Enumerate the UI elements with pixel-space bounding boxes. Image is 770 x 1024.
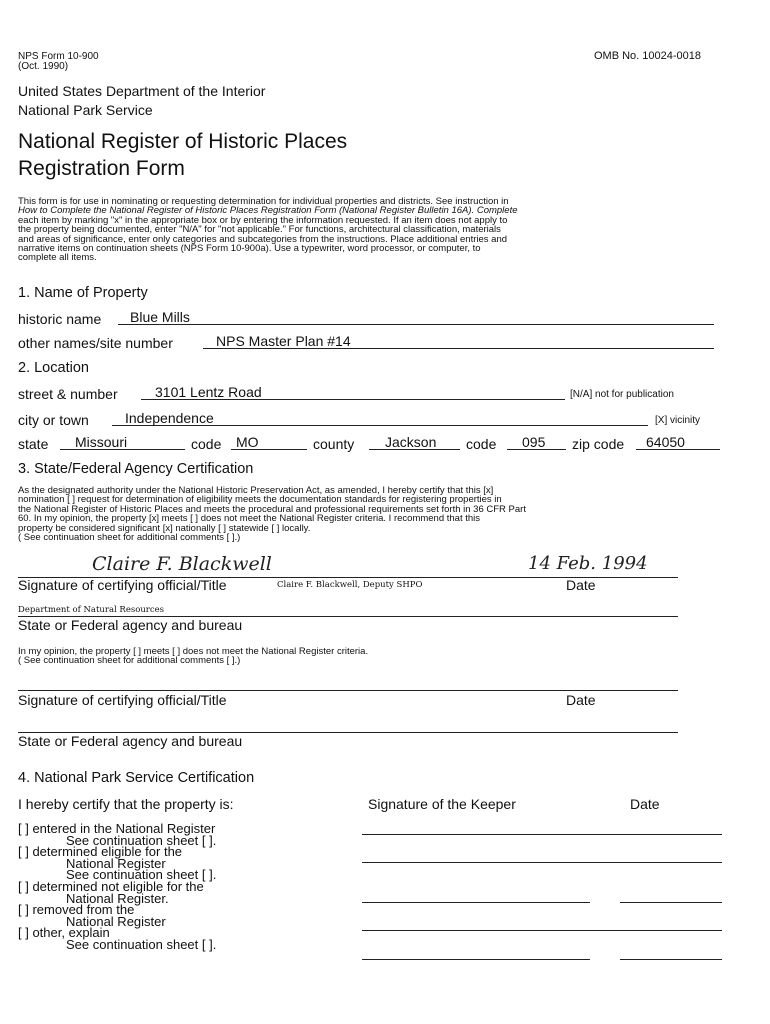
cert-line: 60. In my opinion, the property [x] meets [ ] does not meet the National Register criteria. I recommend that this — [18, 513, 481, 525]
vicinity-checkbox[interactable]: [X] vicinity — [655, 415, 701, 426]
agency2-label: State or Federal agency and bureau — [18, 733, 243, 749]
option-entered[interactable]: [ ] entered in the National Register — [18, 821, 216, 836]
section1-heading: 1. Name of Property — [18, 285, 148, 301]
handwritten-date: 14 Feb. 1994 — [528, 553, 648, 574]
opinion-line: ( See continuation sheet for additional comments [ ].) — [18, 655, 241, 667]
county-code-value[interactable]: 095 — [522, 434, 546, 450]
section4-heading: 4. National Park Service Certification — [18, 770, 255, 786]
keeper-line-not-eligible[interactable] — [362, 902, 590, 903]
signature2-label: Signature of certifying official/Title — [18, 692, 227, 708]
state-code-label: code — [191, 436, 222, 452]
agency1-typed: Department of Natural Resources — [18, 605, 165, 615]
keeper-line-other[interactable] — [362, 959, 590, 960]
city-value[interactable]: Independence — [125, 410, 214, 426]
option-other[interactable]: [ ] other, explain — [18, 925, 110, 941]
county-label: county — [313, 436, 355, 452]
date-line-other[interactable] — [620, 959, 722, 960]
instruction-line: each item by marking "x" in the appropriate box or by entering the information requested. If an item does not apply to — [18, 214, 508, 226]
cert-line: property be considered significant [x] nationally [ ] statewide [ ] locally. — [18, 522, 311, 534]
option-not-eligible[interactable]: [ ] determined not eligible for the — [18, 878, 204, 894]
state-code-value[interactable]: MO — [236, 434, 259, 450]
historic-name-line — [118, 324, 714, 325]
historic-name-label: historic name — [18, 311, 102, 327]
section2-heading: 2. Location — [18, 360, 89, 376]
keeper-line-removed[interactable] — [362, 930, 722, 931]
signature1-date-label: Date — [566, 577, 596, 593]
service: National Park Service — [18, 102, 153, 118]
not-for-publication[interactable]: [N/A] not for publication — [570, 389, 674, 400]
county-code-label: code — [466, 436, 497, 452]
form-number: NPS Form 10-900 — [18, 51, 99, 62]
state-label: state — [18, 436, 49, 452]
zip-label: zip code — [572, 436, 625, 452]
date-line-not-eligible[interactable] — [620, 902, 722, 903]
keeper-date-label: Date — [630, 796, 660, 812]
keeper-line-entered[interactable] — [362, 834, 722, 835]
state-value[interactable]: Missouri — [75, 434, 128, 450]
handwritten-signature: Claire F. Blackwell — [92, 553, 272, 575]
option-other-continuation[interactable]: See continuation sheet [ ]. — [66, 936, 217, 952]
other-names-value[interactable]: NPS Master Plan #14 — [216, 333, 351, 349]
signature2-date-label: Date — [566, 692, 596, 708]
nps-options — [18, 823, 216, 951]
section3-heading: 3. State/Federal Agency Certification — [18, 461, 254, 477]
cert-line: nomination [ ] request for determination of eligibility meets the documentation standards for registering properties in — [18, 494, 502, 506]
county-value[interactable]: Jackson — [385, 434, 437, 450]
option-eligible-line2: National Register — [66, 855, 166, 871]
option-removed-line2: National Register — [66, 913, 166, 929]
option-eligible[interactable]: [ ] determined eligible for the — [18, 844, 183, 860]
certification-text — [18, 486, 728, 542]
option-not-eligible-line2: National Register. — [66, 890, 169, 906]
other-names-label: other names/site number — [18, 335, 173, 351]
instruction-line: How to Complete the National Register of Historic Places Registration Form (National Register Bulletin 16A). Complete — [18, 205, 518, 217]
street-value[interactable]: 3101 Lentz Road — [155, 384, 262, 400]
page-title: National Register of Historic Places — [18, 130, 348, 153]
signature2-line — [18, 690, 678, 691]
keeper-line-eligible[interactable] — [362, 862, 722, 863]
department: United States Department of the Interior — [18, 83, 266, 99]
signature1-typed-name: Claire F. Blackwell, Deputy SHPO — [277, 580, 423, 590]
instructions — [18, 197, 728, 263]
form-date: (Oct. 1990) — [18, 61, 69, 72]
street-label: street & number — [18, 386, 118, 402]
cert-line: As the designated authority under the National Historic Preservation Act, as amended, I hereby certify that this [x] — [18, 485, 494, 496]
city-label: city or town — [18, 412, 89, 428]
option-eligible-continuation[interactable]: See continuation sheet [ ]. — [66, 867, 217, 883]
instruction-line: the property being documented, enter "N/A" for "not applicable." For functions, architectural classification, materials — [18, 224, 501, 236]
cert-line: ( See continuation sheet for additional comments [ ].) — [18, 532, 241, 544]
keeper-label: Signature of the Keeper — [368, 796, 516, 812]
option-removed[interactable]: [ ] removed from the — [18, 902, 135, 918]
agency1-label: State or Federal agency and bureau — [18, 617, 243, 633]
page-subtitle: Registration Form — [18, 157, 185, 180]
opinion-line: In my opinion, the property [ ] meets [ ] does not meet the National Register criteria. — [18, 646, 369, 657]
zip-value[interactable]: 64050 — [646, 434, 685, 450]
option-entered-continuation[interactable]: See continuation sheet [ ]. — [66, 832, 217, 848]
instruction-line: This form is for use in nominating or requesting determination for individual properties and districts. See instruction in — [18, 196, 509, 207]
instruction-line: and areas of significance, enter only categories and subcategories from the instructions. Place additional entries and — [18, 233, 508, 245]
opinion-text — [18, 647, 728, 666]
certify-label: I hereby certify that the property is: — [18, 796, 234, 812]
cert-line: the National Register of Historic Places and meets the procedural and professional requirements set forth in 36 CFR Part — [18, 503, 526, 515]
omb-number: OMB No. 10024-0018 — [594, 50, 702, 62]
instruction-line: complete all items. — [18, 252, 97, 264]
instruction-line: narrative items on continuation sheets (NPS Form 10-900a). Use a typewriter, word processor, or computer, to — [18, 243, 481, 255]
historic-name-value[interactable]: Blue Mills — [130, 309, 190, 325]
signature1-label: Signature of certifying official/Title — [18, 577, 227, 593]
